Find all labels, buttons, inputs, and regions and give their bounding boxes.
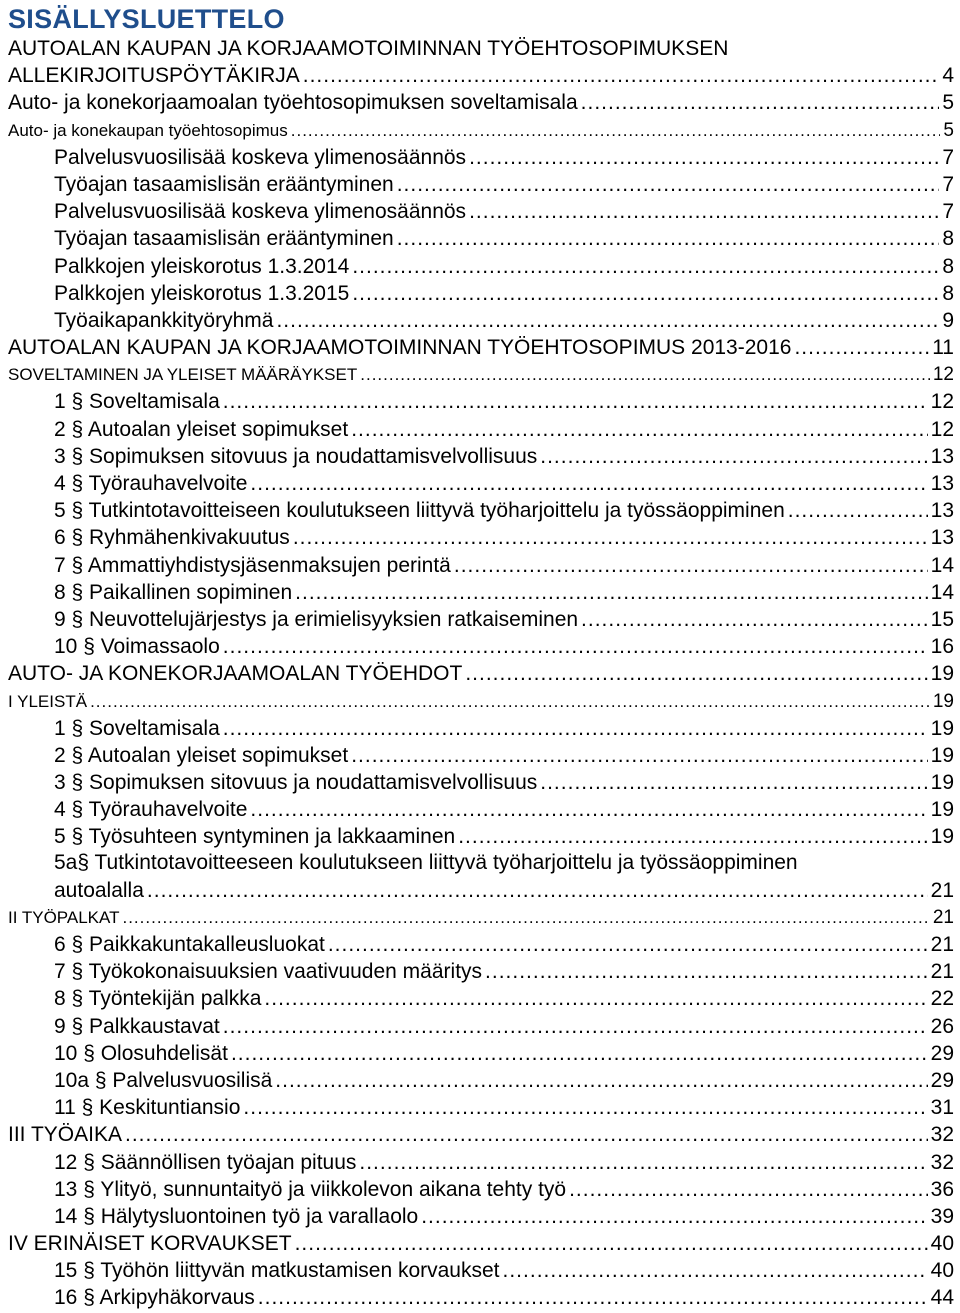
toc-title: SISÄLLYSLUETTELO xyxy=(8,4,285,34)
toc-page-number: 5 xyxy=(943,119,954,141)
toc-entry[interactable] xyxy=(0,63,960,90)
dot-leader xyxy=(794,335,929,360)
toc-entry[interactable] xyxy=(0,389,960,416)
dot-leader xyxy=(458,824,927,849)
toc-page-number: 4 xyxy=(942,64,954,88)
dot-leader xyxy=(485,959,928,984)
toc-entry[interactable] xyxy=(0,959,960,986)
toc-entry[interactable] xyxy=(0,770,960,797)
toc-page-number: 21 xyxy=(930,960,954,984)
toc-page-number: 9 xyxy=(942,308,954,332)
toc-entry[interactable] xyxy=(0,335,960,362)
toc-entry-label: 8 § Paikallinen sopiminen xyxy=(54,580,293,604)
toc-page-number: 7 xyxy=(942,200,954,224)
toc-page-number: 7 xyxy=(942,172,954,196)
toc-page-number: 40 xyxy=(930,1232,954,1256)
dot-leader xyxy=(293,525,928,550)
dot-leader xyxy=(90,689,930,714)
toc-entry-label: 1 § Soveltamisala xyxy=(54,716,220,740)
dot-leader xyxy=(569,1177,928,1202)
toc-entry-label: AUTOALAN KAUPAN JA KORJAAMOTOIMINNAN TYÖEHTOSOPIMUKSEN xyxy=(8,37,729,60)
toc-entry[interactable] xyxy=(0,1177,960,1204)
toc-entry-label: 15 § Työhön liittyvän matkustamisen korvaukset xyxy=(54,1259,500,1283)
toc-entry-label: Auto- ja konekorjaamoalan työehtosopimuksen soveltamisala xyxy=(8,91,578,115)
toc-entry[interactable] xyxy=(0,416,960,443)
toc-page-number: 8 xyxy=(942,281,954,305)
dot-leader xyxy=(147,878,928,903)
dot-leader xyxy=(454,553,928,578)
toc-entry-label: 2 § Autoalan yleiset sopimukset xyxy=(54,743,349,767)
toc-entry-label: II TYÖPALKAT xyxy=(8,907,120,927)
dot-leader xyxy=(469,199,939,224)
toc-entry-label: IV ERINÄISET KORVAUKSET xyxy=(8,1232,292,1256)
toc-entry-label: 11 § Keskituntiansio xyxy=(54,1096,241,1120)
toc-entry[interactable] xyxy=(0,1149,960,1176)
toc-entry-label: 7 § Ammattiyhdistysjäsenmaksujen perintä xyxy=(54,553,451,577)
toc-page-number: 19 xyxy=(930,716,954,740)
toc-entry-label: 6 § Paikkakuntakalleusluokat xyxy=(54,933,325,956)
toc-page-number: 11 xyxy=(932,336,954,360)
toc-entry[interactable] xyxy=(0,145,960,172)
dot-leader xyxy=(295,580,927,605)
toc-entry-label: 1 § Soveltamisala xyxy=(54,390,220,414)
toc-entry[interactable] xyxy=(0,308,960,335)
toc-entry[interactable] xyxy=(0,580,960,607)
toc-entry-label: Palvelusvuosilisää koskeva ylimenosäännös xyxy=(54,145,467,169)
toc-page-number: 5 xyxy=(942,91,954,115)
dot-leader xyxy=(122,905,929,930)
toc-entry-label: 9 § Neuvottelujärjestys ja erimielisyyksien ratkaiseminen xyxy=(54,607,579,631)
toc-entry[interactable] xyxy=(0,90,960,117)
toc-entry[interactable] xyxy=(0,797,960,824)
toc-entry[interactable] xyxy=(0,1231,960,1258)
toc-entry[interactable] xyxy=(0,986,960,1013)
toc-page-number: 32 xyxy=(930,1123,954,1147)
dot-leader xyxy=(303,63,940,88)
toc-page-number: 44 xyxy=(930,1286,954,1310)
toc-entry-label: AUTO- JA KONEKORJAAMOALAN TYÖEHDOT xyxy=(8,662,463,686)
toc-page-number: 21 xyxy=(930,933,954,956)
dot-leader xyxy=(223,1014,928,1039)
toc-page-number: 8 xyxy=(942,254,954,278)
toc-page-number: 29 xyxy=(930,1068,954,1092)
dot-leader xyxy=(469,145,939,170)
toc-page-number: 19 xyxy=(930,662,954,686)
toc-entry-label: 4 § Työrauhavelvoite xyxy=(54,472,248,495)
toc-page-number: 12 xyxy=(930,417,954,441)
toc-entry[interactable] xyxy=(0,1204,960,1231)
dot-leader xyxy=(581,607,928,632)
toc-page-number: 14 xyxy=(930,553,954,577)
dot-leader xyxy=(243,1095,927,1120)
toc-entry-label: Työajan tasaamislisän erääntyminen xyxy=(54,227,394,251)
toc-entry-label: 8 § Työntekijän palkka xyxy=(54,987,262,1011)
toc-entry[interactable] xyxy=(0,1285,960,1312)
toc-entry-label: 16 § Arkipyhäkorvaus xyxy=(54,1286,255,1310)
toc-entry[interactable] xyxy=(0,824,960,851)
toc-page-number: 19 xyxy=(932,690,954,712)
dot-leader xyxy=(231,1041,928,1066)
toc-page-number: 29 xyxy=(930,1041,954,1065)
toc-entry-label: Auto- ja konekaupan työehtosopimus xyxy=(8,120,288,140)
dot-leader xyxy=(421,1204,927,1229)
toc-entry[interactable] xyxy=(0,498,960,525)
toc-page-number: 14 xyxy=(930,580,954,604)
toc-page-number: 13 xyxy=(930,444,954,468)
toc-entry[interactable] xyxy=(0,226,960,253)
toc-entry[interactable] xyxy=(0,1122,960,1149)
toc-entry-label: 7 § Työkokonaisuuksien vaativuuden määritys xyxy=(54,960,483,984)
toc-entry-label: 6 § Ryhmähenkivakuutus xyxy=(54,526,290,550)
toc-entry[interactable] xyxy=(0,743,960,770)
toc-entry-label: 12 § Säännöllisen työajan pituus xyxy=(54,1150,357,1174)
dot-leader xyxy=(352,281,939,306)
dot-leader xyxy=(223,716,928,741)
toc-page-number: 8 xyxy=(942,227,954,251)
toc-entry[interactable] xyxy=(0,253,960,280)
toc-page-number: 19 xyxy=(930,798,954,822)
toc-entry-label: ALLEKIRJOITUSPÖYTÄKIRJA xyxy=(8,64,300,88)
toc-entry[interactable] xyxy=(0,172,960,199)
toc-entry-label: 5 § Tutkintotavoitteiseen koulutukseen liittyvä työharjoittelu ja työssäoppiminen xyxy=(54,499,785,523)
toc-entry[interactable] xyxy=(0,471,960,498)
toc-page-number: 19 xyxy=(930,771,954,795)
dot-leader xyxy=(540,770,927,795)
toc-entry-label: autoalalla xyxy=(54,878,144,902)
toc-entry[interactable] xyxy=(0,1068,960,1095)
toc-entry[interactable] xyxy=(0,688,960,715)
toc-page-number: 22 xyxy=(930,987,954,1011)
toc-entry-label: 10 § Olosuhdelisät xyxy=(54,1041,228,1065)
dot-leader xyxy=(788,498,928,523)
dot-leader xyxy=(352,254,939,279)
toc-entry-label: 3 § Sopimuksen sitovuus ja noudattamisvelvollisuus xyxy=(54,444,538,468)
toc-entry-label: Työajan tasaamislisän erääntyminen xyxy=(54,172,394,196)
toc-entry[interactable] xyxy=(0,716,960,743)
toc-entry[interactable] xyxy=(0,877,960,904)
toc-page-number: 13 xyxy=(930,472,954,495)
toc-entry-label: 4 § Työrauhavelvoite xyxy=(54,798,248,822)
toc-page-number: 13 xyxy=(930,526,954,550)
toc-entry[interactable] xyxy=(0,1095,960,1122)
dot-leader xyxy=(264,986,927,1011)
dot-leader xyxy=(291,118,941,143)
toc-entry[interactable] xyxy=(0,199,960,226)
toc-entry[interactable] xyxy=(0,607,960,634)
toc-entry[interactable] xyxy=(0,281,960,308)
toc-entry[interactable] xyxy=(0,932,960,959)
dot-leader xyxy=(351,417,927,442)
toc-list xyxy=(0,37,960,1312)
dot-leader xyxy=(351,743,927,768)
dot-leader xyxy=(250,471,927,496)
toc-entry-label: 5a§ Tutkintotavoitteeseen koulutukseen liittyvä työharjoittelu ja työssäoppiminen xyxy=(54,851,798,875)
toc-page-number: 12 xyxy=(932,364,954,386)
toc-entry[interactable] xyxy=(0,905,960,932)
toc-entry-label: 9 § Palkkaustavat xyxy=(54,1014,220,1038)
dot-leader xyxy=(397,172,940,197)
dot-leader xyxy=(503,1258,928,1283)
dot-leader xyxy=(328,932,928,957)
toc-page-number: 19 xyxy=(930,743,954,767)
dot-leader xyxy=(223,634,928,659)
toc-entry[interactable] xyxy=(0,851,960,877)
dot-leader xyxy=(360,362,930,387)
toc-entry-label: Palkkojen yleiskorotus 1.3.2014 xyxy=(54,254,350,278)
toc-entry[interactable] xyxy=(0,661,960,688)
dot-leader xyxy=(223,389,928,414)
dot-leader xyxy=(258,1285,928,1310)
toc-entry-label: SOVELTAMINEN JA YLEISET MÄÄRÄYKSET xyxy=(8,365,358,385)
toc-page-number: 19 xyxy=(930,825,954,849)
dot-leader xyxy=(275,1068,927,1093)
toc-page-number: 13 xyxy=(930,499,954,523)
toc-entry-label: I YLEISTÄ xyxy=(8,691,88,711)
dot-leader xyxy=(581,90,940,115)
toc-entry-label: Työaikapankkityöryhmä xyxy=(54,308,274,332)
toc-entry-label: 2 § Autoalan yleiset sopimukset xyxy=(54,417,349,441)
toc-page-number: 26 xyxy=(930,1014,954,1038)
toc-entry-label: 3 § Sopimuksen sitovuus ja noudattamisvelvollisuus xyxy=(54,771,538,795)
toc-entry[interactable] xyxy=(0,117,960,144)
dot-leader xyxy=(465,661,927,686)
toc-page-number: 16 xyxy=(930,635,954,659)
toc-entry[interactable] xyxy=(0,1013,960,1040)
toc-entry-label: 14 § Hälytysluontoinen työ ja varallaolo xyxy=(54,1204,419,1228)
toc-page-number: 12 xyxy=(930,390,954,414)
dot-leader xyxy=(540,444,927,469)
toc-page-number: 21 xyxy=(930,878,954,902)
dot-leader xyxy=(295,1231,928,1256)
dot-leader xyxy=(276,308,939,333)
toc-entry-label: 5 § Työsuhteen syntyminen ja lakkaaminen xyxy=(54,825,456,849)
toc-entry-label: 13 § Ylityö, sunnuntaityö ja viikkolevon aikana tehty työ xyxy=(54,1177,567,1201)
toc-entry[interactable] xyxy=(0,362,960,389)
dot-leader xyxy=(250,797,927,822)
toc-page-number: 21 xyxy=(932,906,954,928)
toc-page-number: 7 xyxy=(942,145,954,169)
toc-page-number: 32 xyxy=(930,1150,954,1174)
toc-page-number: 31 xyxy=(930,1096,954,1120)
toc-entry[interactable] xyxy=(0,444,960,471)
toc-entry-label: III TYÖAIKA xyxy=(8,1123,122,1147)
toc-entry[interactable] xyxy=(0,1258,960,1285)
toc-entry-label: 10 § Voimassaolo xyxy=(54,635,220,659)
toc-page-number: 36 xyxy=(930,1177,954,1201)
toc-entry[interactable] xyxy=(0,1041,960,1068)
toc-entry[interactable] xyxy=(0,37,960,63)
toc-entry-label: 10a § Palvelusvuosilisä xyxy=(54,1068,273,1092)
dot-leader xyxy=(397,226,940,251)
toc-entry[interactable] xyxy=(0,525,960,552)
toc-entry[interactable] xyxy=(0,634,960,661)
dot-leader xyxy=(359,1150,927,1175)
toc-entry-label: AUTOALAN KAUPAN JA KORJAAMOTOIMINNAN TYÖEHTOSOPIMUS 2013-2016 xyxy=(8,336,792,360)
toc-entry-label: Palvelusvuosilisää koskeva ylimenosäännös xyxy=(54,200,467,224)
toc-page-number: 39 xyxy=(930,1204,954,1228)
toc-entry[interactable] xyxy=(0,552,960,579)
toc-entry-label: Palkkojen yleiskorotus 1.3.2015 xyxy=(54,281,350,305)
toc-page-number: 40 xyxy=(930,1259,954,1283)
dot-leader xyxy=(125,1122,928,1147)
toc-page-number: 15 xyxy=(930,607,954,631)
